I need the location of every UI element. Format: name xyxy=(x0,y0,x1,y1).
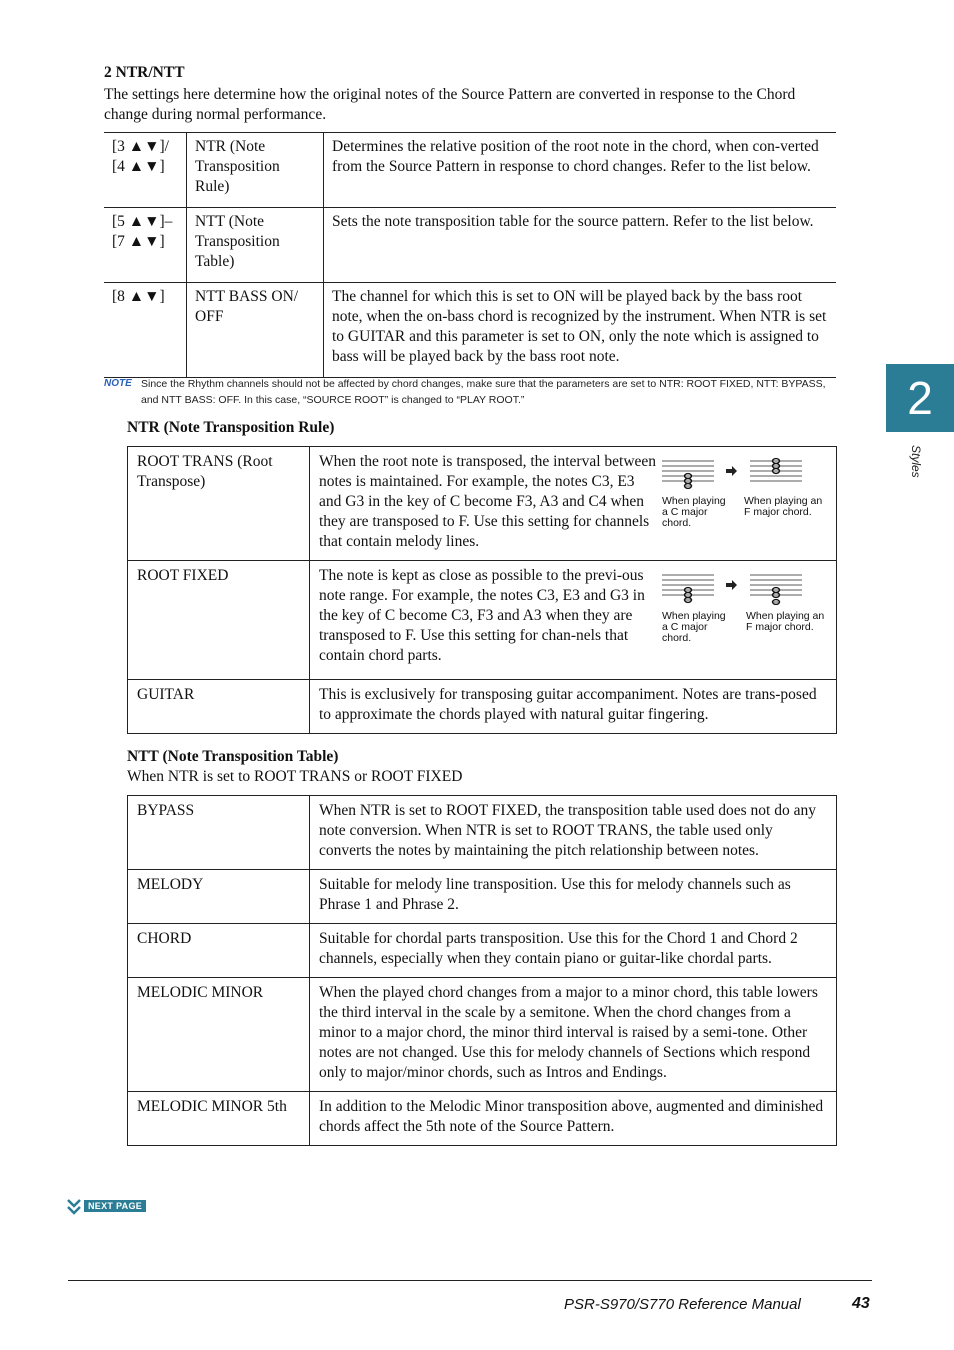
table-name: MELODIC MINOR xyxy=(128,978,310,1092)
table-row xyxy=(104,133,836,208)
table-row xyxy=(128,870,837,924)
arrow-right-icon xyxy=(726,580,737,590)
description-cell: Sets the note transposition table for the source pattern. Refer to the list below. xyxy=(324,208,837,283)
manual-title: PSR-S970/S770 Reference Manual xyxy=(564,1296,801,1313)
table-name: MELODIC MINOR 5th xyxy=(128,1092,310,1146)
arrow-right-icon xyxy=(726,466,737,476)
note-text: Since the Rhythm channels should not be affected by chord changes, make sure that the parameters are set to NTR: ROOT FIXED, NTT: BYPASS, and NTT BASS: OFF. In this case, “SOURCE ROOT” is changed to “PLAY ROOT.” xyxy=(141,378,826,406)
ntr-table xyxy=(127,446,837,734)
table-description: When the played chord changes from a major to a minor chord, this table lowers the third interval in the scale by a semitone. When the chord changes from a minor to a major chord, the minor third interval is raised by a semi-tone. Other notes are not changed. Use this for melody channels of Sections which respond only to major/minor chords, such as Intros and Endings. xyxy=(310,978,837,1092)
chapter-tab[interactable]: 2 xyxy=(886,364,954,432)
table-row xyxy=(104,208,836,283)
button-cell: [3 ▲▼]/ [4 ▲▼] xyxy=(112,138,169,175)
staff-diagram xyxy=(662,457,832,491)
table-description: In addition to the Melodic Minor transposition above, augmented and diminished chords affect the 5th note of the Source Pattern. xyxy=(310,1092,837,1146)
parameter-cell: NTT BASS ON/ OFF xyxy=(187,283,324,378)
section-intro: The settings here determine how the original notes of the Source Pattern are converted in response to the Chord change during normal performance. xyxy=(104,86,796,123)
staff-caption: When playing an F major chord. xyxy=(744,495,823,518)
staff-diagram xyxy=(662,571,832,607)
description-cell: The channel for which this is set to ON will be played back by the bass root note, when the on-bass chord is recognized by the instrument. When NTR is set to GUITAR and this parameter is set to ON, only the note which is assigned to bass will be played back by the bass root note. xyxy=(324,283,837,378)
table-row xyxy=(128,924,837,978)
table-row xyxy=(128,447,837,561)
rule-name: GUITAR xyxy=(128,680,310,734)
table-row xyxy=(104,283,836,378)
table-description: When NTR is set to ROOT FIXED, the transposition table used does not do any note conversion. When NTR is set to ROOT TRANS, the table used only converts the notes by maintaining the pitch relationship between notes. xyxy=(310,796,837,870)
footer-divider xyxy=(68,1280,872,1281)
table-row xyxy=(128,1092,837,1146)
table-description: Suitable for melody line transposition. Use this for melody channels such as Phrase 1 and Phrase 2. xyxy=(310,870,837,924)
double-chevron-down-icon[interactable] xyxy=(66,1198,82,1218)
rule-description: The note is kept as close as possible to the previ-ous note range. For example, the notes C3, E3 and G3 in the key of C become C3, F3 and A3 when they are transposed to F. Use this setting for chan-nels that contain chord parts. xyxy=(319,567,645,664)
table-name: MELODY xyxy=(128,870,310,924)
rule-name: ROOT FIXED xyxy=(128,561,310,680)
parameter-cell: NTR (Note Transposition Rule) xyxy=(187,133,324,208)
button-cell: [8 ▲▼] xyxy=(112,288,165,305)
ntt-subheading: When NTR is set to ROOT TRANS or ROOT FIXED xyxy=(127,768,463,785)
rule-cell xyxy=(310,447,837,561)
table-name: CHORD xyxy=(128,924,310,978)
next-page-link[interactable]: NEXT PAGE xyxy=(84,1200,146,1212)
table-name: BYPASS xyxy=(128,796,310,870)
table-row xyxy=(128,680,837,734)
rule-description: When the root note is transposed, the interval between notes is maintained. For example, the notes C3, E3 and G3 in the key of C become F3, A3 and C4 when they are transposed to F. Use this setting for channels that contain melody lines. xyxy=(319,453,657,550)
page-number: 43 xyxy=(852,1295,870,1312)
staff-caption: When playing a C major chord. xyxy=(662,610,726,644)
ntt-heading: NTT (Note Transposition Table) xyxy=(127,748,339,765)
settings-table xyxy=(104,132,836,378)
section-heading: 2 NTR/NTT xyxy=(104,64,185,81)
rule-name: ROOT TRANS (Root Transpose) xyxy=(128,447,310,561)
ntt-table xyxy=(127,795,837,1146)
rule-cell xyxy=(310,561,837,680)
staff-caption: When playing a C major chord. xyxy=(662,495,726,529)
ntr-heading: NTR (Note Transposition Rule) xyxy=(127,419,335,436)
table-description: Suitable for chordal parts transposition. Use this for the Chord 1 and Chord 2 channels, especially when they contain piano or guitar-like chordal parts. xyxy=(310,924,837,978)
description-cell: Determines the relative position of the root note in the chord, when con-verted from the Source Pattern in response to chord changes. Refer to the list below. xyxy=(324,133,837,208)
note-label: NOTE xyxy=(104,378,132,389)
chapter-label: Styles xyxy=(909,445,923,478)
table-row xyxy=(128,796,837,870)
button-cell: [5 ▲▼]– [7 ▲▼] xyxy=(112,213,173,250)
table-row xyxy=(128,561,837,680)
table-row xyxy=(128,978,837,1092)
staff-caption: When playing an F major chord. xyxy=(746,610,825,633)
parameter-cell: NTT (Note Transposition Table) xyxy=(187,208,324,283)
rule-description: This is exclusively for transposing guitar accompaniment. Notes are trans-posed to approximate the chords played with natural guitar fingering. xyxy=(310,680,837,734)
